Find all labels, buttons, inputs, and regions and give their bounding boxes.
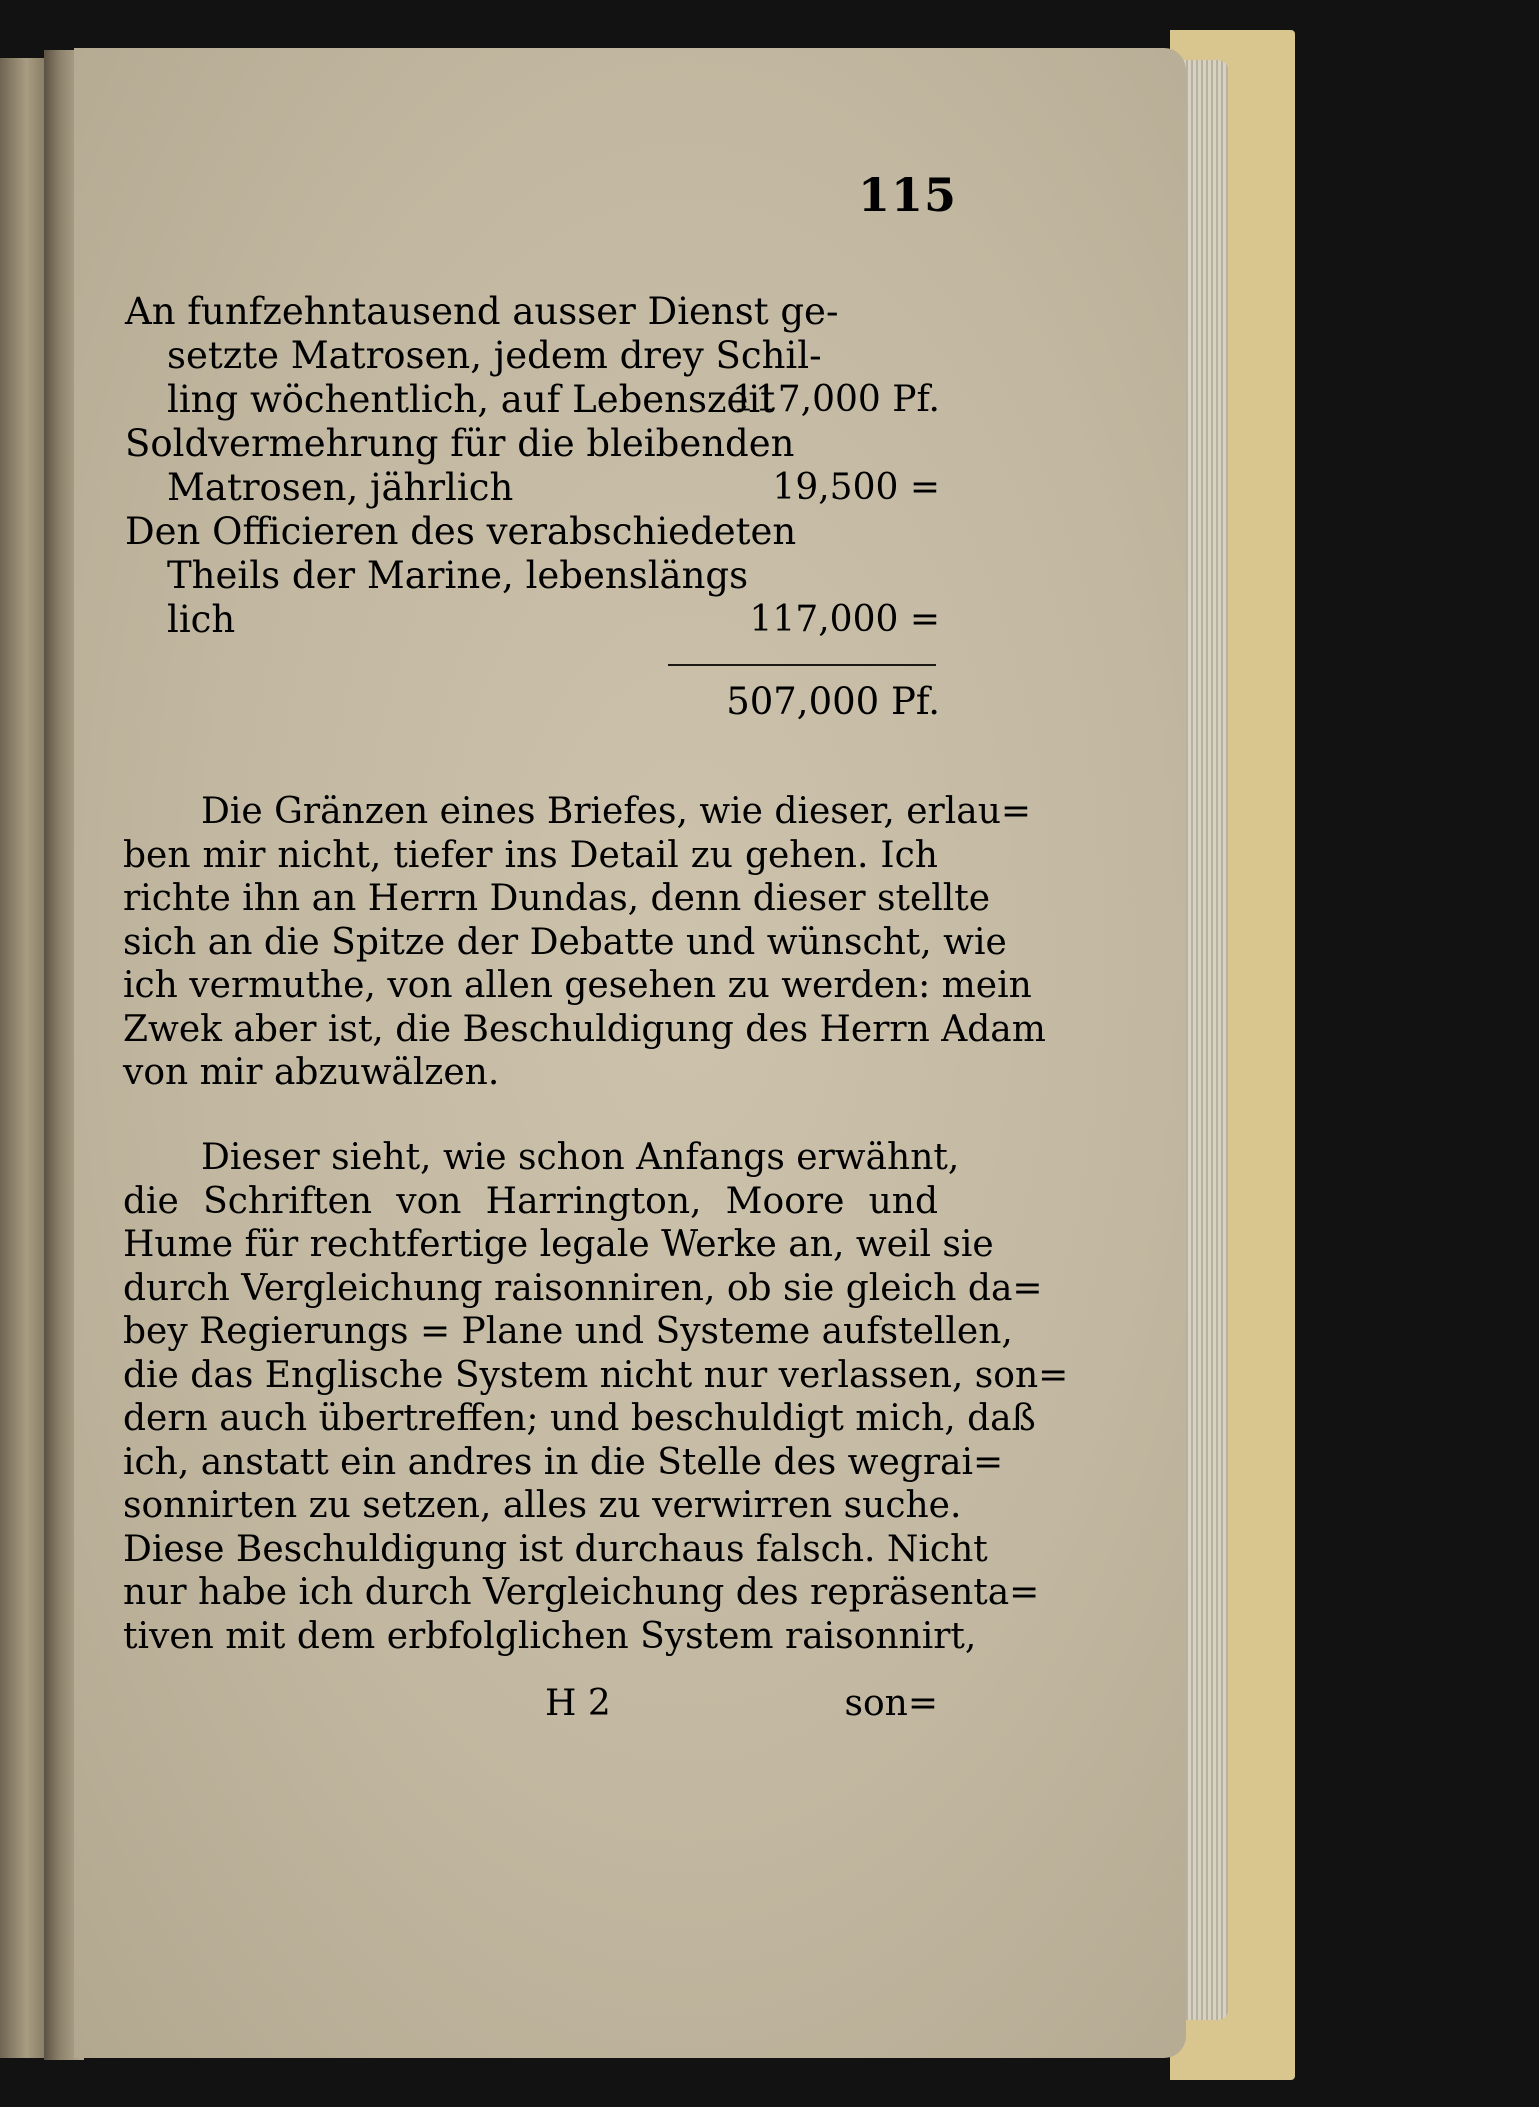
ledger-amount: 117,000 Pf. — [731, 379, 940, 420]
text-line: sonnirten zu setzen, alles zu verwirren suche. — [123, 1485, 962, 1526]
text-line: von mir abzuwälzen. — [123, 1052, 500, 1093]
text-line: nur habe ich durch Vergleichung des repräsenta= — [123, 1572, 1040, 1613]
text-line: ich, anstatt ein andres in die Stelle des wegrai= — [123, 1441, 1004, 1483]
ledger-amount: 117,000 = — [749, 599, 940, 640]
ledger-total: 507,000 Pf. — [726, 680, 940, 723]
ledger-line: Matrosen, jährlich 19,500 = — [167, 466, 940, 509]
text-line: ich vermuthe, von allen gesehen zu werden: mein — [123, 965, 1032, 1006]
ledger-line: Theils der Marine, lebenslängs — [167, 554, 749, 597]
page-number: 115 — [858, 168, 958, 222]
ledger-line: Den Officieren des verabschiedeten — [125, 510, 797, 553]
text-line: Dieser sieht, wie schon Anfangs erwähnt, — [201, 1137, 960, 1178]
text-line: bey Regierungs = Plane und Systeme aufstellen, — [123, 1311, 1013, 1352]
text-line: dern auch übertreffen; und beschuldigt mich, daß — [123, 1398, 1036, 1439]
text-line: Diese Beschuldigung ist durchaus falsch. Nicht — [123, 1528, 988, 1570]
text-line: die das Englische System nicht nur verlassen, son= — [123, 1354, 1069, 1396]
ledger-line: An funfzehntausend ausser Dienst ge- — [125, 290, 839, 333]
paragraph-2 — [123, 1136, 1069, 1658]
text-line: die Schriften von Harrington, Moore und — [123, 1180, 938, 1222]
text-line: tiven mit dem erbfolglichen System raisonnirt, — [123, 1615, 977, 1657]
expense-ledger — [125, 290, 940, 642]
page-footer — [123, 1682, 938, 1726]
text-line: Hume für rechtfertige legale Werke an, weil sie — [123, 1224, 994, 1265]
ledger-amount: 19,500 = — [772, 467, 940, 508]
left-page-edge — [0, 58, 44, 2058]
text-line: Zwek aber ist, die Beschuldigung des Herrn Adam — [123, 1008, 1046, 1050]
catchword: son= — [844, 1683, 938, 1724]
text-line: richte ihn an Herrn Dundas, denn dieser stellte — [123, 878, 991, 919]
text-line: Die Gränzen eines Briefes, wie dieser, erlau= — [201, 791, 1032, 832]
ledger-line: setzte Matrosen, jedem drey Schil- — [167, 334, 822, 377]
text-line: durch Vergleichung raisonniren, ob sie gleich da= — [123, 1267, 1043, 1309]
text-line: sich an die Spitze der Debatte und wünscht, wie — [123, 921, 1007, 963]
sum-rule — [668, 664, 936, 666]
ledger-line: Soldvermehrung für die bleibenden — [125, 422, 795, 465]
text-line: ben mir nicht, tiefer ins Detail zu gehen. Ich — [123, 834, 938, 876]
ledger-line: lich 117,000 = — [167, 598, 940, 641]
ledger-line: ling wöchentlich, auf Lebenszeit 117,000 Pf. — [167, 378, 940, 421]
paragraph-1 — [123, 790, 1046, 1095]
signature-mark: H 2 — [545, 1683, 611, 1724]
